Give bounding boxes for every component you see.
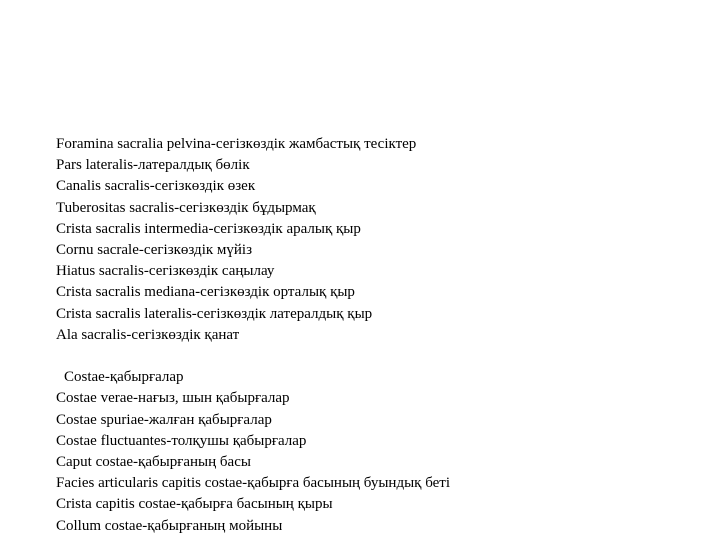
sacrum-term: Hiatus sacralis-сегізкөздік саңылау	[56, 263, 275, 280]
sacrum-term: Crista sacralis mediana-сегізкөздік орталық қыр	[56, 284, 355, 301]
rib-term: Caput costae-қабырғаның басы	[56, 454, 251, 471]
rib-term: Costae fluctuantes-толқушы қабырғалар	[56, 432, 307, 449]
sacrum-term: Cornu sacrale-сегізкөздік мүйіз	[56, 242, 253, 259]
rib-term: Collum costae-қабырғаның мойыны	[56, 517, 283, 534]
sacrum-term: Pars lateralis-латералдық бөлік	[56, 157, 250, 174]
sacrum-term: Foramina sacralia pelvina-сегізкөздік жамбастық тесіктер	[56, 136, 417, 152]
sacrum-term: Ala sacralis-сегізкөздік қанат	[56, 326, 240, 343]
ribs-heading: Costae-қабырғалар	[64, 369, 184, 386]
section-spacer	[56, 346, 706, 367]
rib-term: Costae verae-нағыз, шын қабырғалар	[56, 390, 290, 407]
sacrum-term: Canalis sacralis-сегізкөздік өзек	[56, 178, 256, 195]
terms-text-block	[56, 134, 706, 537]
rib-term: Crista capitis costae-қабырға басының қыры	[56, 496, 333, 513]
rib-term: Facies articularis capitis costae-қабырға басының буындық беті	[56, 475, 451, 492]
sacrum-term: Crista sacralis intermedia-сегізкөздік аралық қыр	[56, 220, 361, 237]
rib-term: Costae spuriae-жалған қабырғалар	[56, 411, 272, 428]
sacrum-term: Tuberositas sacralis-сегізкөздік бұдырмақ	[56, 199, 316, 216]
sacrum-term: Crista sacralis lateralis-сегізкөздік латералдық қыр	[56, 305, 373, 322]
